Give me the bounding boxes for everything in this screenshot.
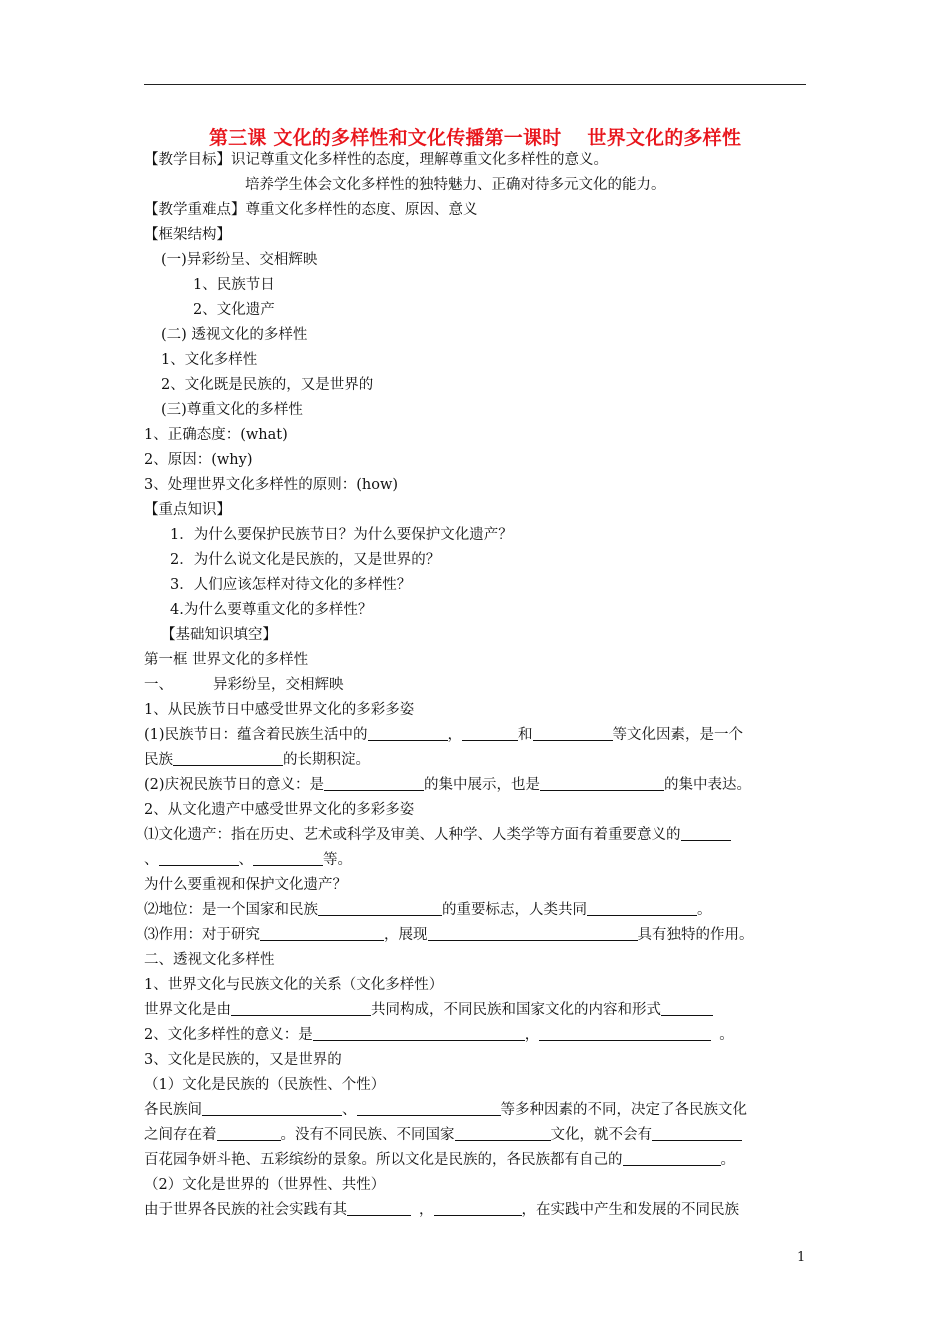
fill-text: 的集中表达。 [664,777,752,793]
fill-text: ， [524,1027,540,1043]
framework-item: 1、民族节日 [193,277,275,293]
fill-line [144,1100,747,1120]
knowledge-item: 1．为什么要保护民族节日？为什么要保护文化遗产？ [170,527,513,543]
blank[interactable] [462,725,518,741]
fill-text: 民族 [144,752,173,768]
blank[interactable] [428,925,638,941]
fill-text: 。 [719,1027,734,1043]
blank[interactable] [260,925,384,941]
fill-text: (2)庆祝民族节日的意义：是 [144,777,325,793]
blank[interactable] [681,825,731,841]
blank[interactable] [661,1000,713,1016]
subheading: 3、文化是民族的，又是世界的 [144,1052,342,1068]
subheading: 1、世界文化与民族文化的关系（文化多样性） [144,977,444,993]
blank[interactable] [324,775,424,791]
fill-line [144,750,370,770]
framework-item: 1、文化多样性 [161,352,258,368]
objectives-line-1 [144,150,608,170]
fill-text: 、 [238,852,253,868]
knowledge-item: 3．人们应该怎样对待文化的多样性？ [170,577,412,593]
blank[interactable] [455,1125,551,1141]
fill-line [144,1025,734,1045]
fill-text: 。 [720,1152,735,1168]
blank[interactable] [313,1025,525,1041]
fill-text: 等多种因素的不同，决定了各民族文化 [500,1102,747,1118]
fill-text: 具有独特的作用。 [637,927,754,943]
framework-item: 2、原因：(why) [144,452,253,468]
objectives-line-2: 培养学生体会文化多样性的独特魅力、正确对待多元文化的能力。 [245,177,666,193]
blank[interactable] [652,1125,742,1141]
blank[interactable] [347,1200,411,1216]
blank[interactable] [539,1025,711,1041]
fill-line [144,850,352,870]
fill-text: 世界文化是由 [144,1002,231,1018]
fill-line [144,775,751,795]
fill-text: 。没有不同民族、不同国家 [280,1127,455,1143]
fill-line [144,1000,713,1020]
fill-text: 文化，就不会有 [550,1127,652,1143]
fill-text: 的长期积淀。 [283,752,370,768]
blank[interactable] [368,725,448,741]
blank[interactable] [623,1150,721,1166]
frame-title: 第一框 世界文化的多样性 [144,652,309,668]
objectives-text-1: 识记尊重文化多样性的态度，理解尊重文化多样性的意义。 [231,152,608,168]
blank[interactable] [533,725,613,741]
section-1-number: 一、 [144,677,173,693]
framework-item: (三)尊重文化的多样性 [161,402,303,418]
fill-text: 之间存在着 [144,1127,217,1143]
section-2-heading: 二、透视文化多样性 [144,952,275,968]
fill-line [144,925,754,945]
fill-text: (1)民族节日：蕴含着民族生活中的 [144,727,368,743]
blank[interactable] [434,1200,522,1216]
fill-text: 百花园争妍斗艳、五彩缤纷的景象。所以文化是民族的，各民族都有自己的 [144,1152,623,1168]
blank[interactable] [173,750,283,766]
fill-line [144,900,712,920]
header-rule [144,84,806,85]
framework-label: 【框架结构】 [144,227,231,243]
subheading: 2、从文化遗产中感受世界文化的多彩多姿 [144,802,415,818]
framework-item: 2、文化遗产 [193,302,275,318]
fill-text: 等文化因素，是一个 [612,727,744,743]
fill-text: 各民族间 [144,1102,202,1118]
blank[interactable] [217,1125,281,1141]
fill-text: ，展现 [384,927,428,943]
framework-item: 2、文化既是民族的，又是世界的 [161,377,374,393]
page-title: 第三课 文化的多样性和文化传播第一课时 世界文化的多样性 [208,127,742,149]
fill-text: ， [447,727,463,743]
framework-item: 3、处理世界文化多样性的原则：(how) [144,477,399,493]
knowledge-item: 4.为什么要尊重文化的多样性？ [170,602,373,618]
question-line: 为什么要重视和保护文化遗产？ [144,877,347,893]
fill-text: 由于世界各民族的社会实践有其 [144,1202,347,1218]
subheading: 1、从民族节日中感受世界文化的多彩多姿 [144,702,415,718]
fill-line [144,825,731,845]
blank[interactable] [357,1100,501,1116]
fill-text: ⑴文化遗产：指在历史、艺术或科学及审美、人种学、人类学等方面有着重要意义的 [144,827,681,843]
blank[interactable] [159,850,239,866]
framework-item: (二) 透视文化的多样性 [161,327,308,343]
blank[interactable] [587,900,697,916]
fill-text: 等。 [323,852,352,868]
knowledge-item: 2．为什么说文化是民族的，又是世界的？ [170,552,441,568]
fill-text: 共同构成，不同民族和国家文化的内容和形式 [371,1002,661,1018]
blank[interactable] [540,775,664,791]
fill-text: ⑵地位：是一个国家和民族 [144,902,318,918]
fill-text: ⑶作用：对于研究 [144,927,260,943]
blank[interactable] [202,1100,342,1116]
fill-text: 、 [144,852,159,868]
fill-text: 。 [697,902,712,918]
fill-text: 的集中展示，也是 [424,777,541,793]
section-1-heading [144,675,344,695]
subheading: （1）文化是民族的（民族性、个性） [144,1077,386,1093]
fill-text: ，在实践中产生和发展的不同民族 [521,1202,739,1218]
blank[interactable] [318,900,442,916]
fill-label: 【基础知识填空】 [161,627,277,643]
blank[interactable] [231,1000,371,1016]
key-points-label: 【教学重难点】 [144,202,246,218]
fill-text: 、 [342,1102,357,1118]
fill-text: 2、文化多样性的意义：是 [144,1027,313,1043]
knowledge-label: 【重点知识】 [144,502,231,518]
section-1-title: 异彩纷呈，交相辉映 [213,677,344,693]
key-points-line [144,200,478,220]
fill-line [144,1125,742,1145]
fill-text: 和 [518,727,533,743]
framework-item: 1、正确态度：(what) [144,427,288,443]
objectives-label: 【教学目标】 [144,152,231,168]
framework-item: (一)异彩纷呈、交相辉映 [161,252,318,268]
fill-line [144,1200,739,1220]
fill-text: ， [419,1202,434,1218]
subheading: （2）文化是世界的（世界性、共性） [144,1177,386,1193]
fill-line [144,1150,735,1170]
fill-line [144,725,743,745]
fill-text: 的重要标志，人类共同 [442,902,587,918]
page-number: 1 [797,1250,806,1265]
key-points-text: 尊重文化多样性的态度、原因、意义 [245,202,478,218]
blank[interactable] [253,850,323,866]
